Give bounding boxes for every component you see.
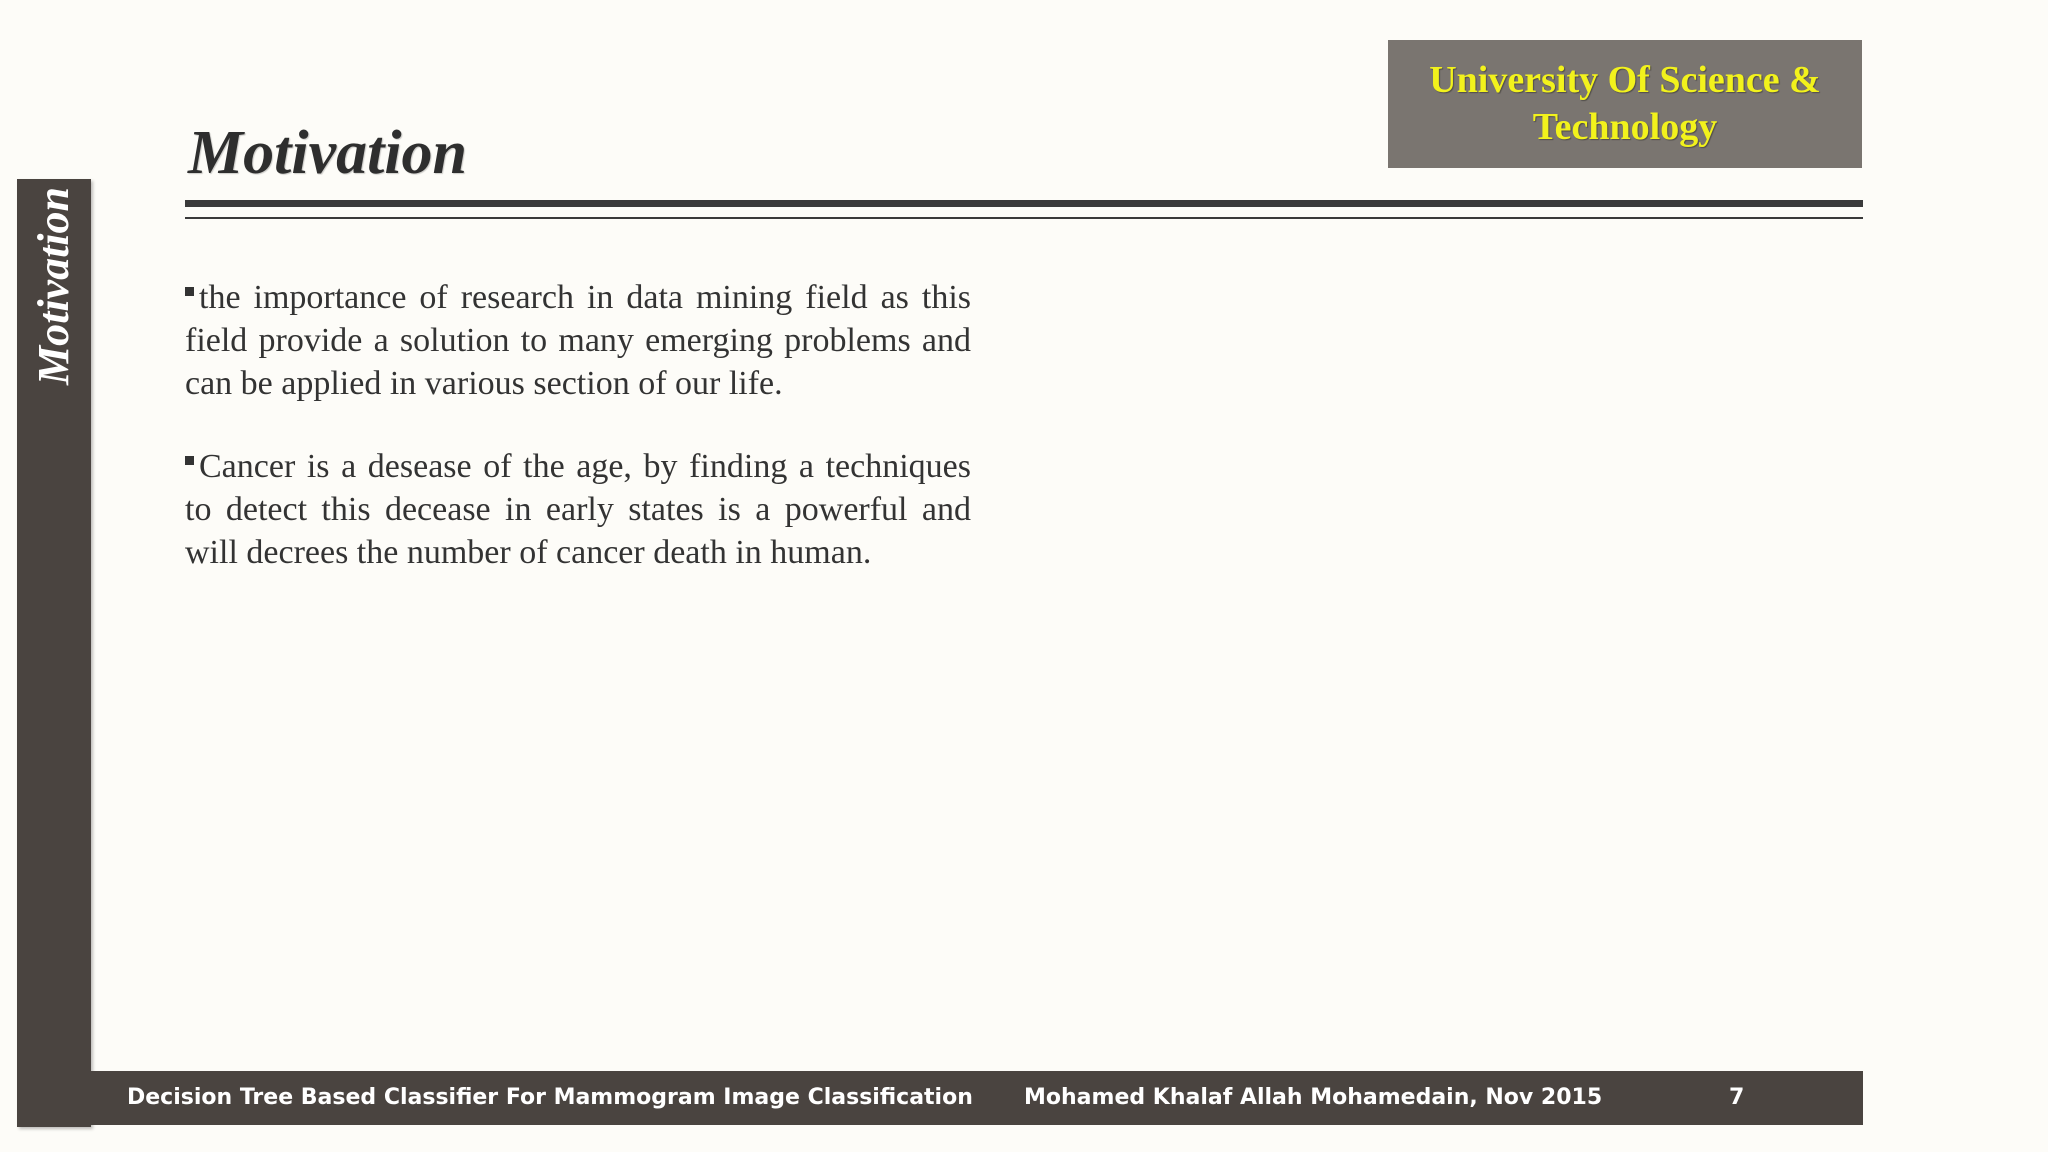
bullet-text: the importance of research in data mining field as this field provide a solution to many emerging problems and can be applied in various section of our life. [185, 279, 971, 402]
title-rule-thin [185, 217, 1863, 219]
bullet-item [185, 276, 971, 405]
square-bullet-icon [185, 287, 194, 296]
slide-title: Motivation [188, 119, 468, 187]
university-name: University Of Science & Technology [1429, 59, 1821, 148]
footer-title: Decision Tree Based Classifier For Mammogram Image Classification [127, 1085, 973, 1110]
bullet-item [185, 445, 971, 574]
university-box [1388, 40, 1862, 168]
bullet-text: Cancer is a desease of the age, by finding a techniques to detect this decease in early states is a powerful and will decrees the number of cancer death in human. [185, 448, 971, 571]
side-section-label: Motivation [29, 186, 78, 386]
footer-author: Mohamed Khalaf Allah Mohamedain, Nov 2015 [1024, 1085, 1603, 1110]
footer-bar [91, 1071, 1863, 1125]
slide-body [185, 276, 971, 614]
square-bullet-icon [185, 456, 194, 465]
title-rule-thick [185, 200, 1863, 207]
page-number: 7 [1729, 1085, 1745, 1110]
